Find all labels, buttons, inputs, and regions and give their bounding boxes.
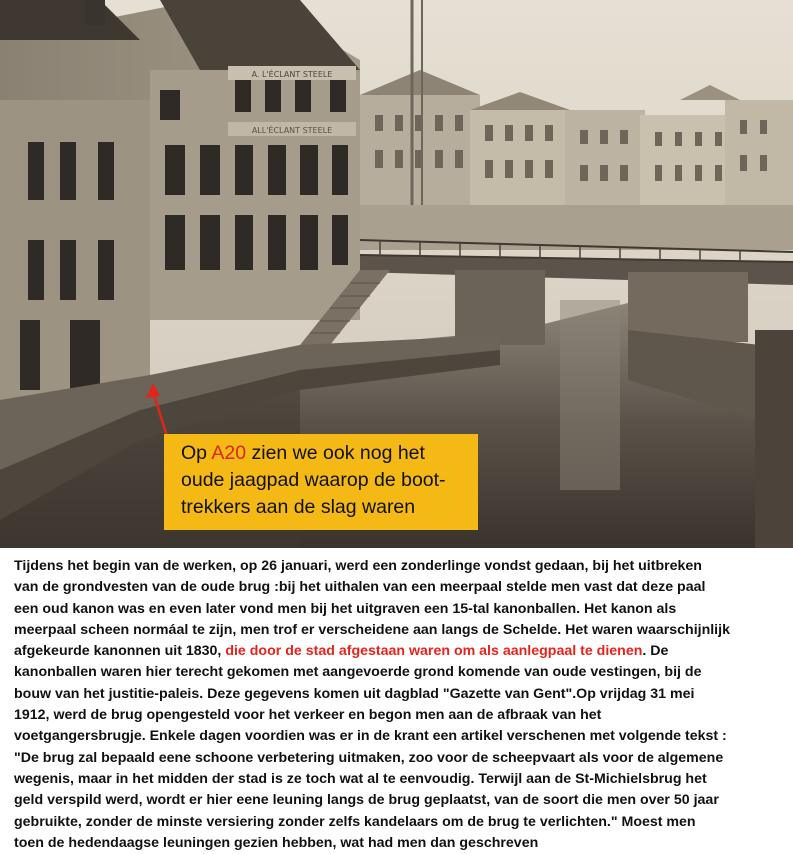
body-line-10: "De brug zal bepaald eene schoone verbetering uitmaken, zoo voor de scheepvaart als voor de algemene	[14, 749, 724, 766]
body-line-5-suffix: . De	[642, 643, 669, 660]
body-line-13: gebruikte, zonder de minste versiering zonder zelfs kandelaars om de brug te verlichten." Moest men	[14, 813, 696, 830]
body-line-5	[14, 641, 789, 662]
body-text	[14, 556, 789, 854]
callout-prefix: Op	[181, 442, 212, 464]
body-line-11: wegenis, maar in het midden der stad is ze toch wat al te eenvoudig. Terwijl aan de St-Michielsbrug het	[14, 770, 707, 787]
body-line-8: 1912, werd de brug opengesteld voor het verkeer en begon men aan de afbraak van het	[14, 707, 602, 724]
callout-line-1	[181, 440, 468, 467]
building-sign-middle: ALL'ÉCLANT STEELE	[251, 126, 333, 135]
annotation-callout	[164, 434, 478, 530]
body-line-7: bouw van het justitie-paleis. Deze gegevens komen uit dagblad "Gazette van Gent".Op vrijdag 31 mei	[14, 685, 695, 702]
body-line-12: geld verspild werd, wordt er hier eene leuning langs de brug geplaatst, van de soort die men over 50 jaar	[14, 792, 719, 809]
body-line-6: kanonballen waren hier terecht gekomen met aangevoerde grond komende van oude vestingen, bij de	[14, 664, 702, 681]
body-line-9: voetgangersbrugje. Enkele dagen voordien was er in de krant een artikel verschenen met volgende tekst :	[14, 728, 727, 745]
callout-highlight: A20	[211, 442, 247, 464]
callout-line-3: trekkers aan de slag waren	[181, 496, 416, 518]
body-line-5-highlight: die door de stad afgestaan waren om als aanlegpaal te dienen	[225, 643, 643, 660]
building-sign-top: A. L'ÉCLANT STEELE	[251, 70, 333, 79]
callout-line-2: oude jaagpad waarop de boot-	[181, 469, 446, 491]
body-line-14: toen de hedendaagse leuningen gezien hebben, wat had men dan geschreven	[14, 834, 539, 851]
body-line-3: een oud kanon was en even later vond men bij het uitgraven een 15-tal kanonballen. Het kanon als	[14, 600, 677, 617]
body-line-1: Tijdens het begin van de werken, op 26 januari, werd een zonderlinge vondst gedaan, bij het uitbreken	[14, 558, 702, 574]
body-line-5-prefix: afgekeurde kanonnen uit 1830,	[14, 643, 226, 660]
body-line-2: van de grondvesten van de oude brug :bij het uithalen van een meerpaal stelde men vast dat deze paal	[14, 579, 706, 596]
body-line-4: meerpaal scheen normáal te zijn, men trof er verscheidene aan langs de Schelde. Het waren waarschijnlijk	[14, 621, 730, 638]
callout-suffix: zien we ook nog het	[246, 442, 425, 464]
